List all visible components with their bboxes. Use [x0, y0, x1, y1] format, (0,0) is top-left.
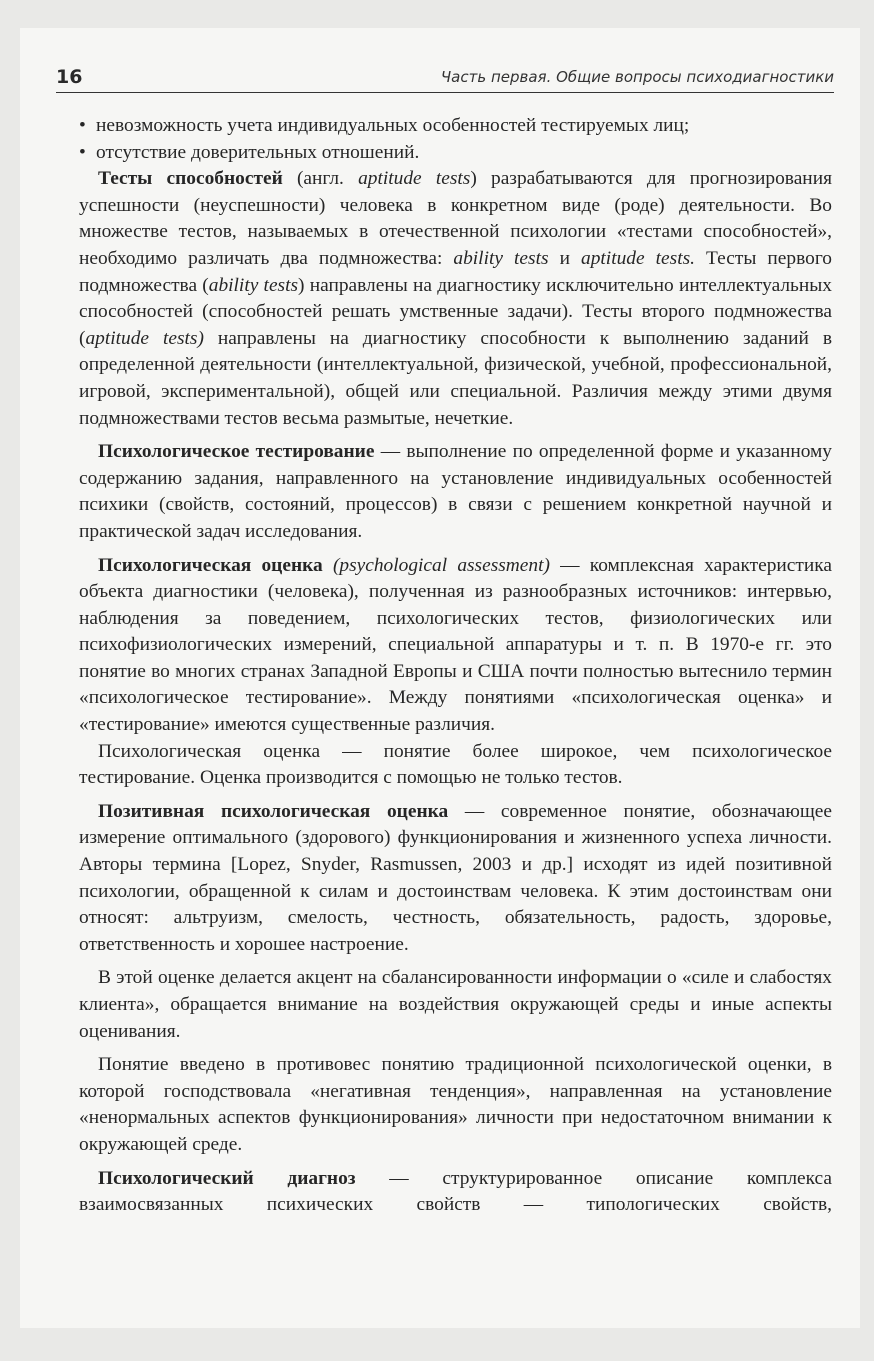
- bullet-icon: •: [79, 141, 86, 163]
- bullet-item: [79, 113, 832, 140]
- paragraph-counterbalance: Понятие введено в противовес понятию традиционной психологической оценки, в которой господствовала «негативная тенденция», направленная на установление «ненормальных аспектов функционирования» личности при недостаточном внимании к окружающей среде.: [79, 1054, 832, 1155]
- term: Позитивная психологическая оценка: [98, 800, 449, 822]
- term: Психологический диагноз: [98, 1167, 356, 1189]
- paragraph-psych-testing: Психологическое тестирование — выполнение по определенной форме и указанному содержанию задания, направленного на установление индивидуальных особенностей психики (свойств, состояний, процессов) в связи с решением конкретной научной и практической задач исследования.: [79, 441, 832, 542]
- page-body: [79, 113, 832, 1219]
- paragraph-psych-diagnosis: Психологический диагноз — структурированное описание комплекса взаимосвязанных психических свойств — типологических свойств,: [79, 1167, 832, 1216]
- paragraph-aptitude-tests: Тесты способностей (англ. aptitude tests) разрабатываются для прогнозирования успешности (неуспешности) человека в конкретном виде (роде) деятельности. Во множестве тестов, называемых в отечественной психологии «тестами способностей», необходимо различать два подмножества: ability tests и aptitude tests. Тесты первого подмножества (ability tests) направлены на диагностику исключительно интеллектуальных способностей (способностей решать умственные задачи). Тесты второго подмножества (aptitude tests) направлены на диагностику способности к выполнению заданий в определенной деятельности (интеллектуальной, физической, учебной, профессиональной, игровой, экспериментальной), общей или специальной. Различия между этими двумя подмножествами тестов весьма размытые, нечеткие.: [79, 168, 832, 429]
- paragraph-balance: В этой оценке делается акцент на сбалансированности информации о «силе и слабостях клиента», обращается внимание на воздействия окружающей среды и иные аспекты оценивания.: [79, 967, 832, 1042]
- bullet-icon: •: [79, 115, 86, 136]
- bullet-item: [79, 140, 832, 167]
- term: Психологическая оценка: [98, 554, 323, 576]
- term: Психологическое тестирование: [98, 441, 375, 463]
- bullet-text: невозможность учета индивидуальных особенностей тестируемых лиц;: [96, 115, 690, 136]
- page-header: [56, 66, 834, 92]
- paragraph-psych-assessment: Психологическая оценка (psychological assessment) — комплексная характеристика объекта диагностики (человека), полученная из разнообразных источников: интервью, наблюдения за поведением, психологических тестов, физиологических или психофизиологических измерений, специальной аппаратуры и т. п. В 1970-е гг. это понятие во многих странах Западной Европы и США почти полностью вытеснило термин «психологическое тестирование». Между понятиями «психологическая оценка» и «тестирование» имеются существенные различия.: [79, 554, 832, 736]
- running-title: Часть первая. Общие вопросы психодиагностики: [440, 68, 834, 86]
- header-rule: [56, 92, 834, 93]
- paragraph-positive-assessment: Позитивная психологическая оценка — современное понятие, обозначающее измерение оптимального (здорового) функционирования и жизненного успеха личности. Авторы термина [Lopez, Snyder, Rasmussen, 2003 и др.] исходят из идей позитивной психологии, обращенной к силам и достоинствам человека. К этим достоинствам они относят: альтруизм, смелость, честность, обязательность, радость, здоровье, ответственность и хорошее настроение.: [79, 800, 832, 955]
- bullet-text: отсутствие доверительных отношений.: [96, 141, 420, 163]
- term: Тесты способностей: [98, 168, 283, 190]
- page-number: 16: [56, 66, 83, 88]
- paragraph-assessment-scope: Психологическая оценка — понятие более широкое, чем психологическое тестирование. Оценка производится с помощью не только тестов.: [79, 740, 832, 789]
